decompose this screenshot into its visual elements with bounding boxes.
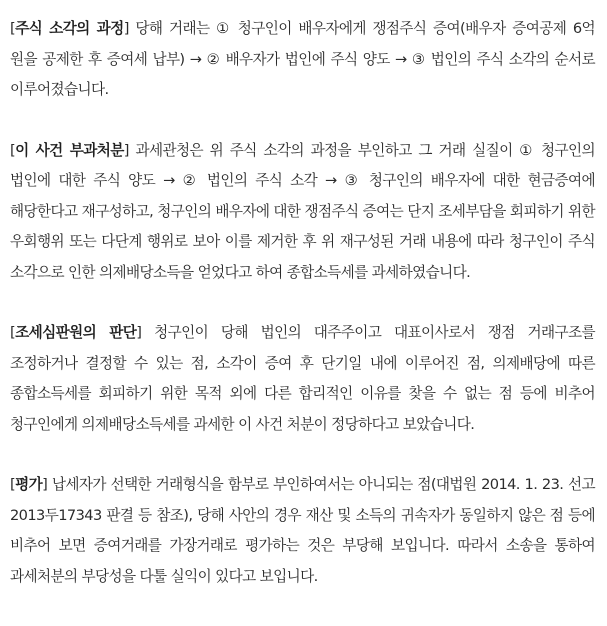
paragraph-text: 당해 거래는 ① 청구인이 배우자에게 쟁점주식 증여(배우자 증여공제 6억 원을 공제한 후 증여세 납부) → ② 배우자가 법인에 주식 양도 → ③ 법인의 주식 소각의 순서로 이루어졌습니다. <box>10 20 596 98</box>
paragraph-evaluation: [평가] 납세자가 선택한 거래형식을 함부로 부인하여서는 아니되는 점(대법원 2014. 1. 23. 선고 2013두17343 판결 등 참조), 당해 사안의 경우 재산 및 소득의 귀속자가 동일하지 않은 점 등에 비추어 보면 증여거래를 가장거래로 평가하는 것은 부당해 보입니다. 따라서 소송을 통하여 과세처분의 부당성을 다툴 실익이 있다고 보입니다. <box>10 476 595 585</box>
paragraph-text: 납세자가 선택한 거래형식을 함부로 부인하여서는 아니되는 점(대법원 2014. 1. 23. 선고 2013두17343 판결 등 참조), 당해 사안의 경우 재산 및 소득의 귀속자가 동일하지 않은 점 등에 비추어 보면 증여거래를 가장거래로 평가하는 것은 부당해 보입니다. 따라서 소송을 통하여 과세처분의 부당성을 다툴 실익이 있다고 보입니다. <box>10 476 595 585</box>
paragraph-tax-disposition: [이 사건 부과처분] 과세관청은 위 주식 소각의 과정을 부인하고 그 거래 실질이 ① 청구인의 법인에 대한 주식 양도 → ② 법인의 주식 소각 → ③ 청구인의 배우자에 대한 현금증여에 해당한다고 재구성하고, 청구인의 배우자에 대한 쟁점주식 증여는 단지 조세부담을 회피하기 위한 우회행위 또는 다단계 행위로 보아 이를 제거한 후 위 재구성된 거래 내용에 따라 청구인이 주식 소각으로 인한 의제배당소득을 얻었다고 하여 종합소득세를 과세하였습니다. <box>10 141 595 281</box>
paragraph-heading: 이 사건 부과처분 <box>15 141 124 159</box>
paragraph-text: 청구인이 당해 법인의 대주주이고 대표이사로서 쟁점 거래구조를 조정하거나 결정할 수 있는 점, 소각이 증여 후 단기일 내에 이루어진 점, 의제배당에 따른 종합소득세를 회피하기 위한 목적 외에 다른 합리적인 이유를 찾을 수 없는 점 등에 비추어 청구인에게 의제배당소득세를 과세한 이 사건 처분이 정당하다고 보았습니다. <box>10 324 595 433</box>
paragraph-stock-cancellation: [주식 소각의 과정] 당해 거래는 ① 청구인이 배우자에게 쟁점주식 증여(배우자 증여공제 6억 원을 공제한 후 증여세 납부) → ② 배우자가 법인에 주식 양도 → ③ 법인의 주식 소각의 순서로 이루어졌습니다. <box>10 20 596 98</box>
paragraph-heading: 주식 소각의 과정 <box>15 20 124 37</box>
paragraph-text: 과세관청은 위 주식 소각의 과정을 부인하고 그 거래 실질이 ① 청구인의 법인에 대한 주식 양도 → ② 법인의 주식 소각 → ③ 청구인의 배우자에 대한 현금증여에 해당한다고 재구성하고, 청구인의 배우자에 대한 쟁점주식 증여는 단지 조세부담을 회피하기 위한 우회행위 또는 다단계 행위로 보아 이를 제거한 후 위 재구성된 거래 내용에 따라 청구인이 주식 소각으로 인한 의제배당소득을 얻었다고 하여 종합소득세를 과세하였습니다. <box>10 141 595 281</box>
paragraph-heading: 평가 <box>15 476 43 493</box>
paragraph-tribunal-decision: [조세심판원의 판단] 청구인이 당해 법인의 대주주이고 대표이사로서 쟁점 거래구조를 조정하거나 결정할 수 있는 점, 소각이 증여 후 단기일 내에 이루어진 점, 의제배당에 따른 종합소득세를 회피하기 위한 목적 외에 다른 합리적인 이유를 찾을 수 없는 점 등에 비추어 청구인에게 의제배당소득세를 과세한 이 사건 처분이 정당하다고 보았습니다. <box>10 324 595 433</box>
paragraph-heading: 조세심판원의 판단 <box>15 324 137 341</box>
